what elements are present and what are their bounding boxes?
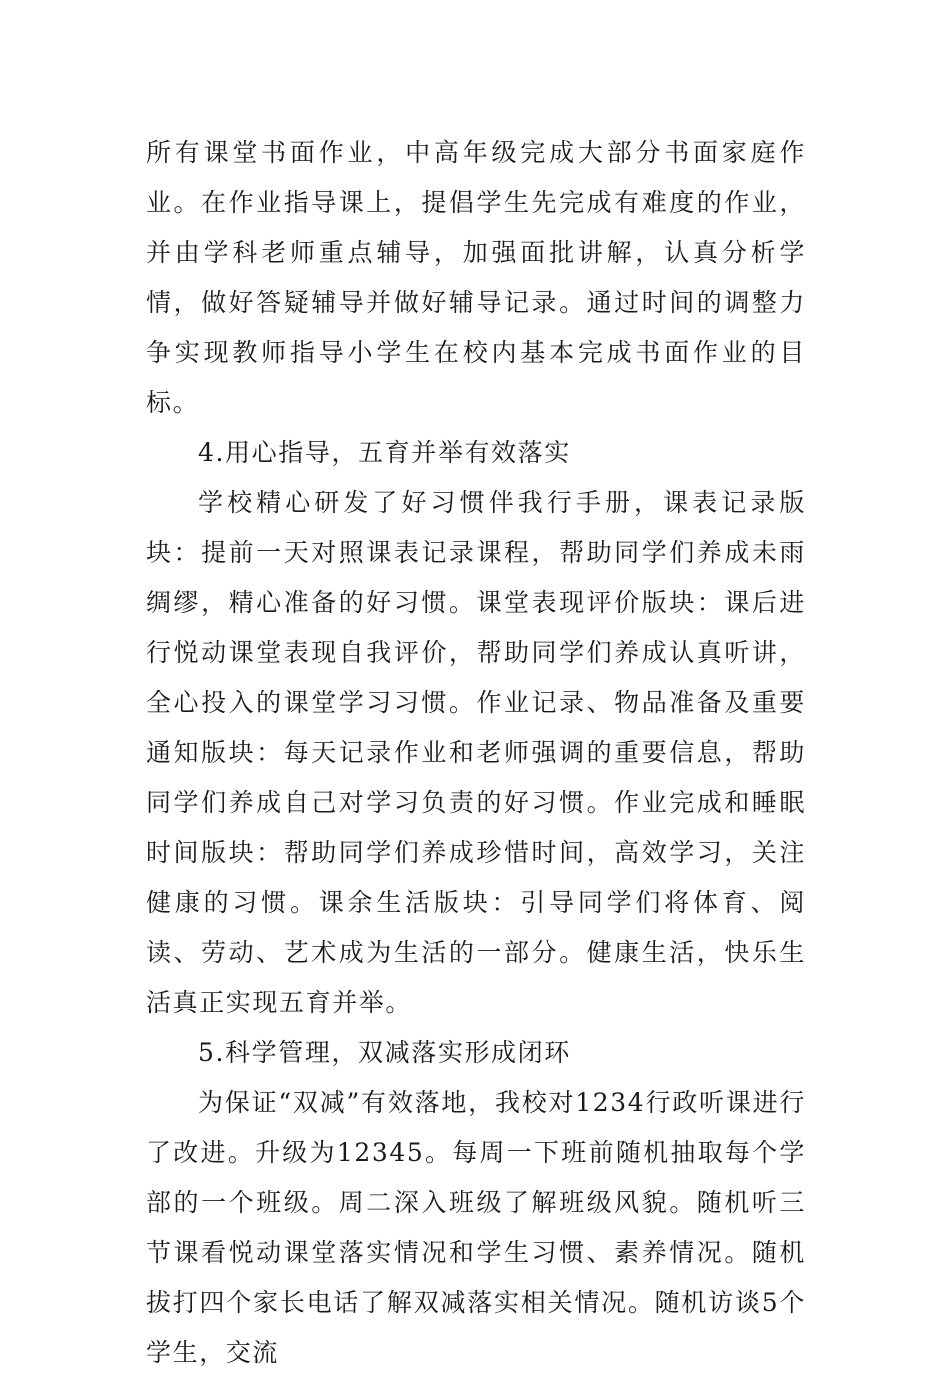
document-body <box>146 128 806 1378</box>
section-heading-5: 5.科学管理，双减落实形成闭环 <box>198 1038 571 1067</box>
section-heading-4: 4.用心指导，五育并举有效落实 <box>198 438 571 467</box>
paragraph-continued: 所有课堂书面作业，中高年级完成大部分书面家庭作业。在作业指导课上，提倡学生先完成有难度的作业，并由学科老师重点辅导，加强面批讲解，认真分析学情，做好答疑辅导并做好辅导记录。通过时间的调整力争实现教师指导小学生在校内基本完成书面作业的目标。 <box>146 138 806 417</box>
paragraph-habit-handbook: 学校精心研发了好习惯伴我行手册，课表记录版块：提前一天对照课表记录课程，帮助同学们养成未雨绸缪，精心准备的好习惯。课堂表现评价版块：课后进行悦动课堂表现自我评价，帮助同学们养成认真听讲，全心投入的课堂学习习惯。作业记录、物品准备及重要通知版块：每天记录作业和老师强调的重要信息，帮助同学们养成自己对学习负责的好习惯。作业完成和睡眠时间版块：帮助同学们养成珍惜时间，高效学习，关注健康的习惯。课余生活版块：引导同学们将体育、阅读、劳动、艺术成为生活的一部分。健康生活，快乐生活真正实现五育并举。 <box>146 488 806 1017</box>
paragraph-management: 为保证“双减”有效落地，我校对1234行政听课进行了改进。升级为12345。每周一下班前随机抽取每个学部的一个班级。周二深入班级了解班级风貌。随机听三节课看悦动课堂落实情况和学生习惯、素养情况。随机拔打四个家长电话了解双减落实相关情况。随机访谈5个学生，交流 <box>146 1088 806 1367</box>
